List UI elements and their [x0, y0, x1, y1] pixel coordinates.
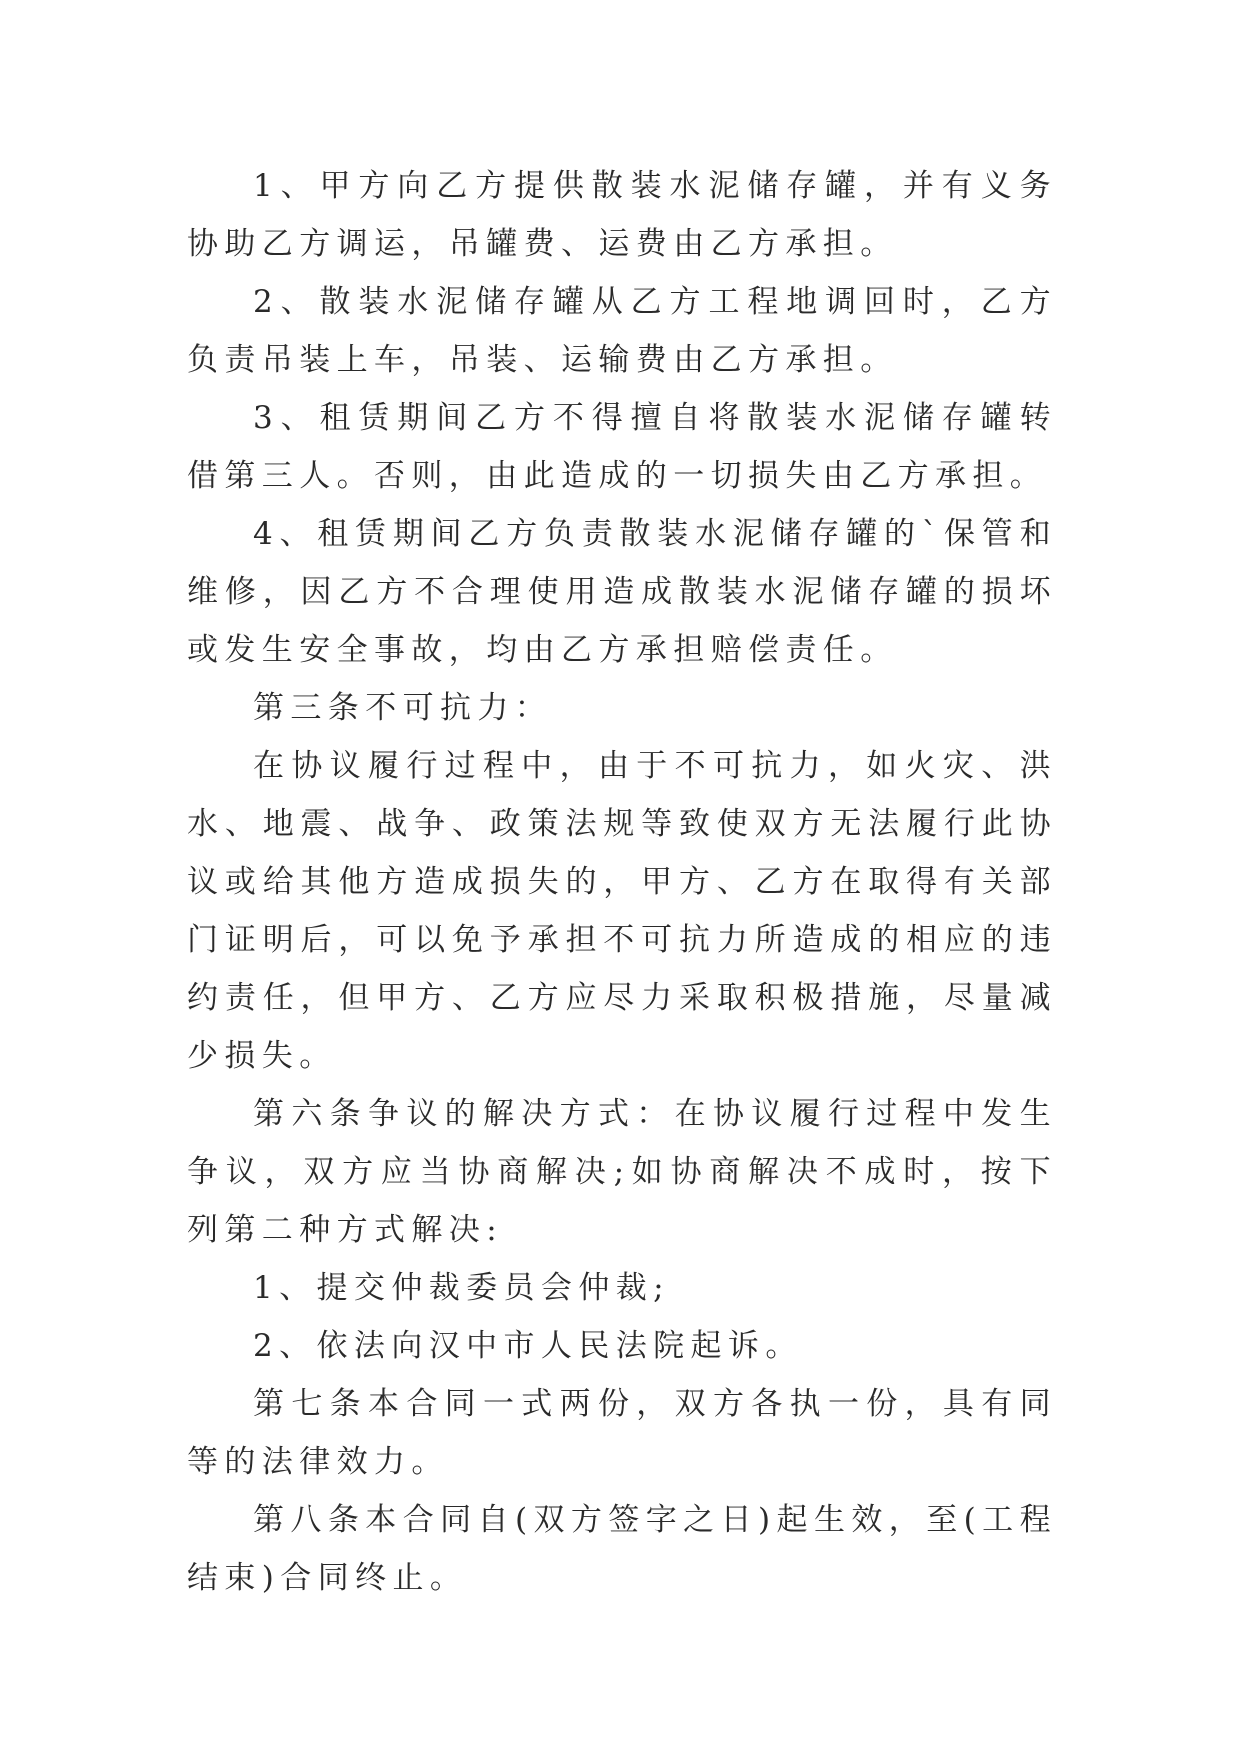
- article-6-paragraph: 第六条争议的解决方式：在协议履行过程中发生争议，双方应当协商解决;如协商解决不成时，按下列第二种方式解决:: [187, 1096, 1057, 1248]
- paragraph-clause-4: 4、租赁期间乙方负责散装水泥储存罐的`保管和维修，因乙方不合理使用造成散装水泥储存罐的损坏或发生安全事故，均由乙方承担赔偿责任。: [187, 516, 1057, 668]
- force-majeure-paragraph: 在协议履行过程中，由于不可抗力，如火灾、洪水、地震、战争、政策法规等致使双方无法履行此协议或给其他方造成损失的，甲方、乙方在取得有关部门证明后，可以免予承担不可抗力所造成的相应的违约责任，但甲方、乙方应尽力采取积极措施，尽量减少损失。: [187, 748, 1057, 1074]
- document-body: [187, 157, 1057, 1607]
- dispute-option-1: 1、提交仲裁委员会仲裁;: [253, 1270, 670, 1306]
- paragraph-clause-3: 3、租赁期间乙方不得擅自将散装水泥储存罐转借第三人。否则，由此造成的一切损失由乙方承担。: [187, 400, 1057, 494]
- dispute-option-2: 2、依法向汉中市人民法院起诉。: [253, 1328, 803, 1364]
- article-7-paragraph: 第七条本合同一式两份，双方各执一份，具有同等的法律效力。: [187, 1386, 1057, 1480]
- article-3-heading: 第三条不可抗力：: [253, 690, 553, 726]
- paragraph-clause-1: 1、甲方向乙方提供散装水泥储存罐，并有义务协助乙方调运，吊罐费、运费由乙方承担。: [187, 168, 1057, 262]
- paragraph-clause-2: 2、散装水泥储存罐从乙方工程地调回时，乙方负责吊装上车，吊装、运输费由乙方承担。: [187, 284, 1057, 378]
- article-8-paragraph: 第八条本合同自(双方签字之日)起生效，至(工程结束)合同终止。: [187, 1502, 1057, 1596]
